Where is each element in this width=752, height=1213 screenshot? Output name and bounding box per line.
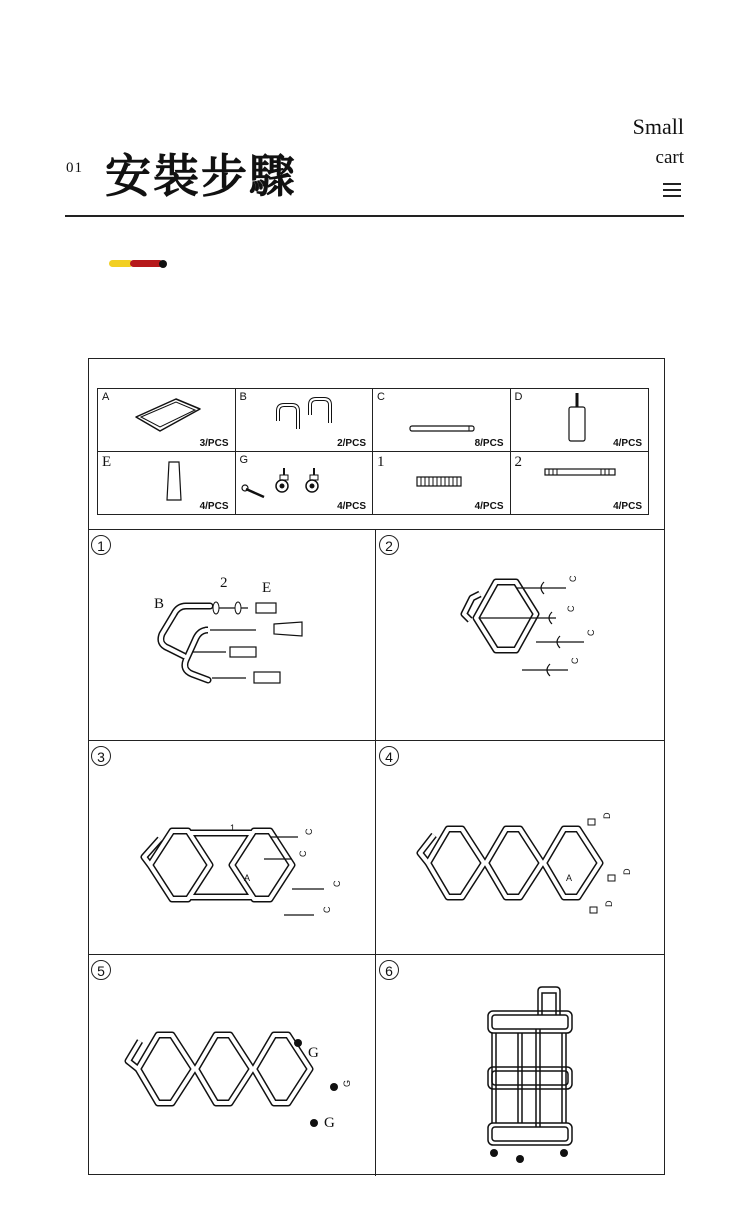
step-number: 5 — [91, 960, 111, 980]
step-number: 4 — [379, 746, 399, 766]
label-a: A — [244, 873, 251, 883]
part-d — [511, 389, 649, 452]
part-qty: 4/PCS — [613, 437, 642, 449]
part-letter: B — [239, 391, 247, 403]
label-c: C — [568, 575, 578, 582]
part-letter: E — [102, 453, 112, 470]
label-c: C — [586, 629, 596, 636]
step-4-diagram — [376, 741, 665, 955]
part-qty: 4/PCS — [199, 501, 229, 512]
part-qty: 3/PCS — [199, 437, 229, 449]
step-5 — [88, 955, 376, 1176]
label-c: C — [304, 828, 314, 835]
page-title: 安裝步驟 — [105, 149, 297, 203]
part-e — [98, 452, 236, 515]
part-qty: 8/PCS — [474, 437, 504, 449]
step-5-diagram — [88, 955, 376, 1176]
part-qty: 4/PCS — [474, 501, 504, 512]
label-d: D — [604, 900, 614, 907]
label-d: D — [622, 868, 632, 875]
part-c — [373, 389, 511, 452]
part-letter: A — [102, 391, 110, 403]
label-e: E — [262, 580, 272, 596]
step-3-diagram — [88, 741, 376, 955]
label-c: C — [322, 906, 332, 913]
step-2-diagram — [376, 530, 665, 741]
step-number: 3 — [91, 746, 111, 766]
step-1 — [88, 530, 376, 741]
label-g: G — [342, 1079, 352, 1087]
part-1 — [373, 452, 511, 515]
step-1-diagram — [88, 530, 376, 741]
label-b: B — [154, 596, 165, 612]
part-2 — [511, 452, 649, 515]
brand-line-1: Small — [632, 114, 684, 139]
step-2 — [376, 530, 665, 741]
label-c: C — [332, 880, 342, 887]
label-c: C — [566, 605, 576, 612]
label-1: 1 — [230, 823, 236, 833]
label-d: D — [602, 812, 612, 819]
label-2: 2 — [220, 575, 228, 591]
label-c: C — [570, 657, 580, 664]
part-qty: 4/PCS — [337, 501, 366, 512]
step-4 — [376, 741, 665, 955]
step-number: 1 — [91, 535, 111, 555]
brand-line-2: cart — [655, 147, 684, 168]
part-letter: 1 — [377, 453, 385, 470]
label-g: G — [324, 1115, 335, 1131]
step-6 — [376, 955, 665, 1176]
menu-icon[interactable] — [663, 183, 681, 199]
label-g: G — [308, 1045, 319, 1061]
step-number: 6 — [379, 960, 399, 980]
part-qty: 4/PCS — [613, 501, 642, 512]
part-g — [236, 452, 374, 515]
part-letter: G — [239, 453, 249, 466]
part-a — [98, 389, 236, 452]
part-letter: C — [377, 391, 385, 403]
header-divider — [65, 215, 684, 217]
label-c: C — [298, 850, 308, 857]
step-3 — [88, 741, 376, 955]
finished-cart-diagram — [376, 955, 665, 1176]
part-letter: 2 — [514, 453, 522, 470]
parts-list — [97, 388, 649, 515]
step-number: 2 — [379, 535, 399, 555]
section-number: 01 — [66, 160, 83, 176]
part-letter: D — [514, 391, 523, 403]
part-qty: 2/PCS — [337, 437, 366, 449]
part-b — [236, 389, 374, 452]
label-a: A — [566, 873, 573, 883]
assembly-steps — [88, 529, 665, 1175]
